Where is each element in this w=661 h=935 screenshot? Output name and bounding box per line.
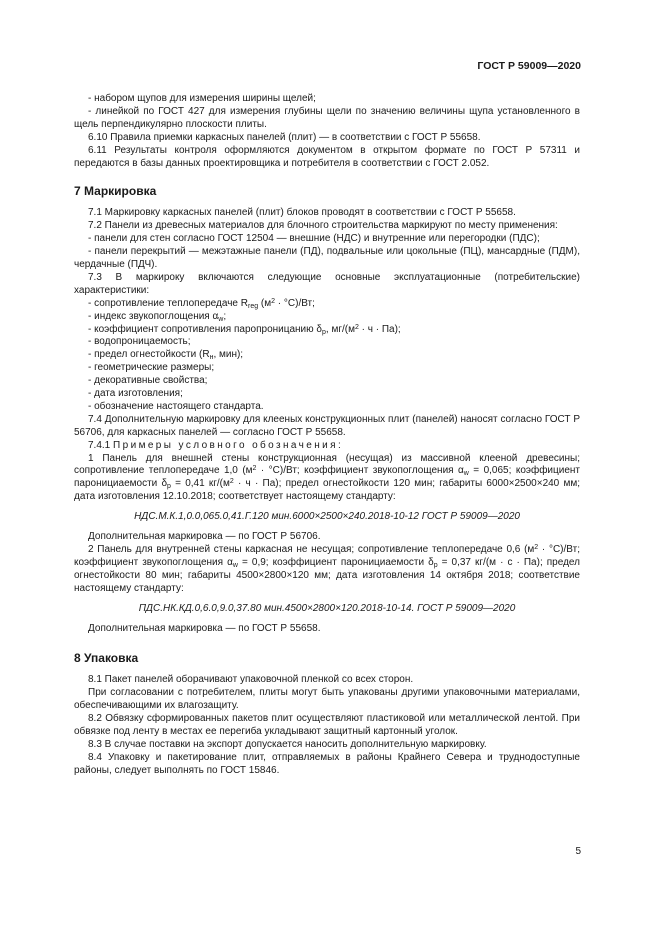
paragraph-7-4-1: 7.4.1 Примеры условного обозначения: — [88, 439, 344, 451]
list-item: - индекс звукопоглощения $\alpha_w$; — [88, 310, 227, 323]
paragraph-7-4: 7.4 Дополнительную маркировку для клееных конструкционных плит (панелей) наносят согласно ГОСТ Р 56706, для каркасных панелей — согласно ГОСТ Р 55658. — [74, 413, 580, 438]
list-item: - панели для стен согласно ГОСТ 12504 — внешние (НДС) и внутренние или перегородки (ПДС); — [88, 233, 540, 245]
list-item: - дата изготовления; — [88, 388, 183, 400]
list-item: - декоративные свойства; — [88, 375, 208, 387]
paragraph-8-1: 8.1 Пакет панелей оборачивают упаковочной пленкой со всех сторон. — [88, 674, 414, 686]
page-number: 5 — [575, 846, 581, 857]
list-item: - геометрические размеры; — [88, 362, 215, 374]
paragraph-7-1: 7.1 Маркировку каркасных панелей (плит) блоков проводят в соответствии с ГОСТ Р 55658. — [88, 207, 516, 219]
list-item: - линейкой по ГОСТ 427 для измерения глубины щели по значению величины щупа установленного в щель перпендикулярно плоскости плиты. — [74, 105, 580, 130]
section-heading-7: 7 Маркировка — [74, 184, 157, 199]
paragraph-7-3: 7.3 В маркироку включаются следующие основные эксплуатационные (потребительские) характеристики: — [74, 271, 580, 296]
list-item: - коэффициент сопротивления паропроницанию $\delta_р$, $мг/(м^2 \cdot ч \cdot Па)$; — [88, 323, 401, 336]
list-item: - обозначение настоящего стандарта. — [88, 400, 264, 412]
paragraph-8-2: 8.2 Обвязку сформированных пакетов плит осуществляют пластиковой или металлической лентой. При обвязке под ленту в местах ее перегиба укладывают защитный картонный уголок. — [74, 713, 580, 737]
designation-example-2: ПДС.НК.КД.0,6.0,9.0,37.80 мин.4500×2800×120.2018-10-14. ГОСТ Р 59009—2020 — [138, 602, 516, 614]
list-item: - сопротивление теплопередаче $R_{reg}$ $(м^2 \cdot ^\circ C)/Вт$; — [88, 297, 315, 310]
paragraph-7-2: 7.2 Панели из древесных материалов для блочного строительства маркируют по месту применения: — [88, 220, 558, 232]
list-item: - панели перекрытий — межэтажные панели (ПД), подвальные или цокольные (ПЦ), мансардные (ПДМ), чердачные (ПДЧ). — [74, 246, 580, 270]
paragraph-6-10: 6.10 Правила приемки каркасных панелей (плит) — в соответствии с ГОСТ Р 55658. — [88, 131, 481, 143]
list-item: - предел огнестойкости ($R_н$, мин); — [88, 349, 244, 362]
page-content — [74, 93, 580, 778]
additional-marking-1: Дополнительная маркировка — по ГОСТ Р 56706. — [88, 531, 321, 543]
list-item: - набором щупов для измерения ширины щелей; — [88, 93, 316, 104]
document-code: ГОСТ Р 59009—2020 — [477, 60, 581, 72]
paragraph-8-1-continued: При согласовании с потребителем, плиты могут быть упакованы другими упаковочными материалами, обеспечивающими их влагозащиту. — [74, 687, 580, 712]
designation-example-1: НДС.М.К.1,0.0,065.0,41.Г.120 мин.6000×2500×240.2018-10-12 ГОСТ Р 59009—2020 — [134, 511, 520, 523]
example-1: 1 Панель для внешней стены конструкционная (несущая) из массивной клееной древесины; сопротивление теплопередаче 1,0 $(м^2 \cdot ^\circ C)/Вт$; коэффициент звукопоглощения $\alpha_w = 0,065$; коэффициент паронициаемости $\delta_р = 0,41$ $кг/(м^2 \cdot ч \cdot Па)$; предел огнестойкости 120 мин; габариты 6000×2500×240 мм; дата изготовления 12.10.2018; соответствует настоящему стандарту: — [74, 452, 580, 503]
paragraph-8-3: 8.3 В случае поставки на экспорт допускается наносить дополнительную маркировку. — [88, 738, 487, 750]
example-2: 2 Панель для внутренней стены каркасная не несущая; сопротивление теплопередаче 0,6 $(м^2 \cdot ^\circ C)/Вт$; коэффициент звукопоглощения $\alpha_w = 0,9$; коэффициент паронициаемости $\delta_р = 0,37$ кг/(м · с · Па); предел огнестойкости 80 мин; габариты 4500×2800×120 мм; дата изготовления 14 октября 2018; соответствие настоящему стандарту: — [74, 544, 580, 594]
paragraph-6-11: 6.11 Результаты контроля оформляются документом в открытом формате по ГОСТ Р 57311 и передаются в базы данных проектировщика и потребителя в соответствии с ГОСТ 2.052. — [74, 144, 580, 169]
section-heading-8: 8 Упаковка — [74, 651, 139, 666]
list-item: - водопроницаемость; — [88, 336, 191, 348]
paragraph-8-4: 8.4 Упаковку и пакетирование плит, отправляемых в районы Крайнего Севера и труднодоступные районы, следует выполнять по ГОСТ 15846. — [74, 751, 580, 776]
additional-marking-2: Дополнительная маркировка — по ГОСТ Р 55658. — [88, 622, 321, 634]
